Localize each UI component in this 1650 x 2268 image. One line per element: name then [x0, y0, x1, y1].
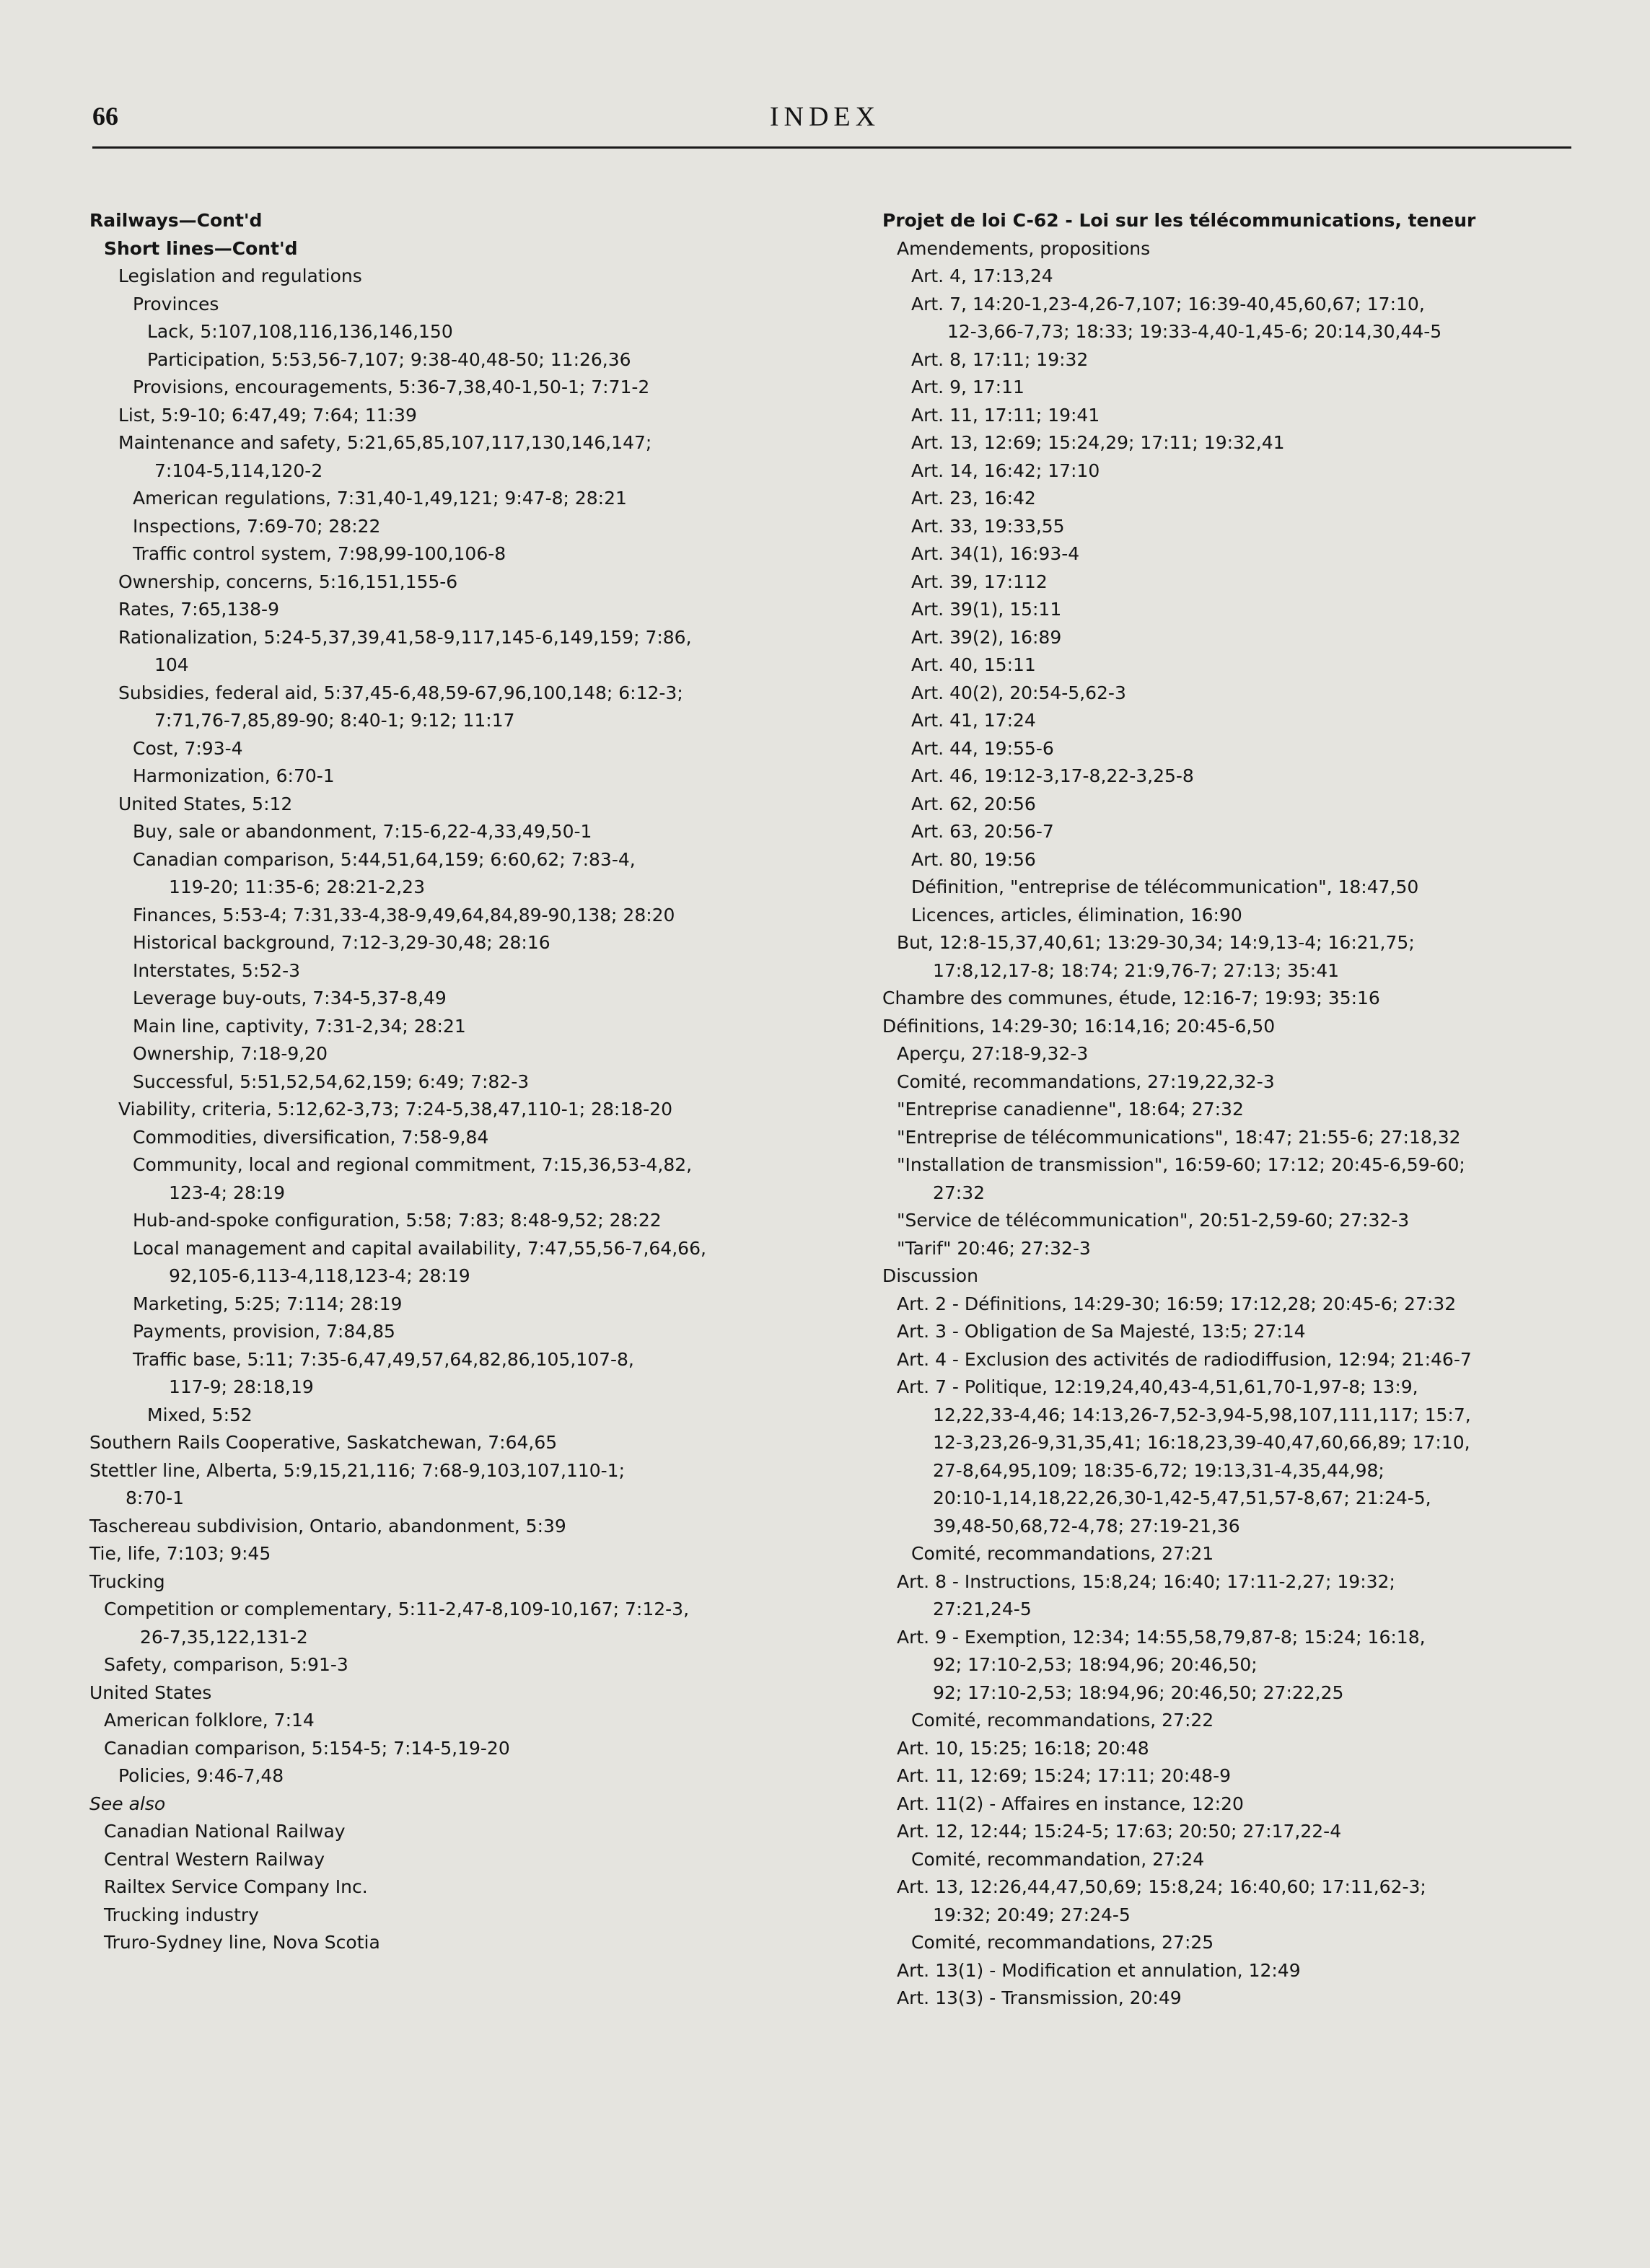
index-entry: But, 12:8-15,37,40,61; 13:29-30,34; 14:9,13-4; 16:21,75; 17:8,12,17-8; 18:74; 21:9,76-7; 27:13; 35:41	[897, 932, 1415, 981]
index-entry: Payments, provision, 7:84,85	[133, 1321, 395, 1342]
index-entry: Southern Rails Cooperative, Saskatchewan, 7:64,65	[89, 1432, 558, 1453]
index-entry: Art. 12, 12:44; 15:24-5; 17:63; 20:50; 27:17,22-4	[897, 1821, 1342, 1842]
index-entry: Définitions, 14:29-30; 16:14,16; 20:45-6,50	[882, 1015, 1276, 1037]
index-entry: Définition, "entreprise de télécommunication", 18:47,50	[911, 876, 1419, 897]
index-entry: Policies, 9:46-7,48	[118, 1765, 284, 1786]
index-entry: Harmonization, 6:70-1	[133, 765, 335, 786]
index-entry: American folklore, 7:14	[104, 1710, 315, 1731]
index-entry: Comité, recommandations, 27:21	[911, 1543, 1214, 1564]
index-entry: Competition or complementary, 5:11-2,47-8,109-10,167; 7:12-3, 26-7,35,122,131-2	[104, 1599, 690, 1648]
index-entry: Art. 2 - Définitions, 14:29-30; 16:59; 17:12,28; 20:45-6; 27:32	[897, 1293, 1457, 1314]
index-entry: Marketing, 5:25; 7:114; 28:19	[133, 1293, 403, 1314]
index-entry: Lack, 5:107,108,116,136,146,150	[147, 321, 453, 342]
index-entry: Comité, recommandation, 27:24	[911, 1848, 1205, 1870]
index-entry: Art. 7, 14:20-1,23-4,26-7,107; 16:39-40,45,60,67; 17:10, 12-3,66-7,73; 18:33; 19:33-4,40-1,45-6; 20:14,30,44-5	[911, 293, 1442, 342]
index-entry: Central Western Railway	[104, 1848, 325, 1870]
index-entry: Commodities, diversification, 7:58-9,84	[133, 1126, 489, 1148]
index-entry: Hub-and-spoke configuration, 5:58; 7:83; 8:48-9,52; 28:22	[133, 1210, 662, 1231]
index-entry: Art. 11(2) - Affaires en instance, 12:20	[897, 1793, 1244, 1814]
index-entry: Art. 46, 19:12-3,17-8,22-3,25-8	[911, 765, 1194, 786]
index-entry: Art. 10, 15:25; 16:18; 20:48	[897, 1737, 1149, 1759]
index-entry: Historical background, 7:12-3,29-30,48; 28:16	[133, 932, 550, 953]
index-entry: Projet de loi C-62 - Loi sur les télécommunications, teneur	[882, 210, 1476, 231]
index-entry: Trucking	[89, 1570, 165, 1592]
index-entry: Canadian comparison, 5:154-5; 7:14-5,19-20	[104, 1737, 510, 1759]
index-entry: See also	[89, 1793, 166, 1814]
index-entry: Art. 13(3) - Transmission, 20:49	[897, 1987, 1182, 2008]
index-entry: Art. 40(2), 20:54-5,62-3	[911, 682, 1126, 703]
index-entry: Buy, sale or abandonment, 7:15-6,22-4,33,49,50-1	[133, 821, 592, 842]
index-entry: American regulations, 7:31,40-1,49,121; 9:47-8; 28:21	[133, 488, 627, 509]
index-entry: Art. 34(1), 16:93-4	[911, 543, 1080, 564]
index-entry: Taschereau subdivision, Ontario, abandonment, 5:39	[89, 1515, 566, 1537]
index-entry: Art. 39(1), 15:11	[911, 599, 1062, 620]
index-entry: Railways—Cont'd	[89, 210, 263, 231]
index-entry: Art. 23, 16:42	[911, 488, 1036, 509]
index-entry: "Entreprise de télécommunications", 18:47; 21:55-6; 27:18,32	[897, 1126, 1461, 1148]
index-column-left	[89, 207, 825, 1957]
index-entry: Art. 11, 12:69; 15:24; 17:11; 20:48-9	[897, 1765, 1232, 1786]
index-entry: Community, local and regional commitment, 7:15,36,53-4,82, 123-4; 28:19	[133, 1154, 693, 1203]
index-entry: Main line, captivity, 7:31-2,34; 28:21	[133, 1015, 466, 1037]
index-entry: Interstates, 5:52-3	[133, 959, 300, 981]
index-entry: Stettler line, Alberta, 5:9,15,21,116; 7:68-9,103,107,110-1; 8:70-1	[89, 1459, 626, 1508]
index-entry: Art. 8, 17:11; 19:32	[911, 348, 1089, 370]
index-entry: Art. 3 - Obligation de Sa Majesté, 13:5; 27:14	[897, 1321, 1306, 1342]
index-entry: United States, 5:12	[118, 793, 293, 814]
index-entry: Rates, 7:65,138-9	[118, 599, 279, 620]
index-entry: Short lines—Cont'd	[104, 237, 298, 259]
index-entry: Art. 63, 20:56-7	[911, 821, 1054, 842]
index-entry: Art. 4, 17:13,24	[911, 265, 1053, 286]
index-entry: "Installation de transmission", 16:59-60; 17:12; 20:45-6,59-60; 27:32	[897, 1154, 1465, 1203]
index-entry: Traffic base, 5:11; 7:35-6,47,49,57,64,82,86,105,107-8, 117-9; 28:18,19	[133, 1348, 634, 1397]
index-entry: Ownership, concerns, 5:16,151,155-6	[118, 571, 458, 592]
index-entry: Cost, 7:93-4	[133, 737, 243, 759]
index-entry: Safety, comparison, 5:91-3	[104, 1654, 348, 1675]
index-entry: Trucking industry	[104, 1904, 259, 1925]
index-entry: Comité, recommandations, 27:25	[911, 1932, 1214, 1953]
index-entry: Chambre des communes, étude, 12:16-7; 19:93; 35:16	[882, 988, 1380, 1008]
index-entry: Art. 8 - Instructions, 15:8,24; 16:40; 17:11-2,27; 19:32; 27:21,24-5	[897, 1570, 1395, 1619]
index-entry: "Service de télécommunication", 20:51-2,59-60; 27:32-3	[897, 1210, 1410, 1231]
index-entry: Art. 13, 12:26,44,47,50,69; 15:8,24; 16:40,60; 17:11,62-3; 19:32; 20:49; 27:24-5	[897, 1876, 1426, 1925]
index-entry: Traffic control system, 7:98,99-100,106-8	[133, 543, 506, 564]
index-entry: Inspections, 7:69-70; 28:22	[133, 515, 381, 537]
index-entry: Maintenance and safety, 5:21,65,85,107,117,130,146,147; 7:104-5,114,120-2	[118, 432, 652, 481]
index-entry: Art. 14, 16:42; 17:10	[911, 460, 1100, 481]
index-entry: Art. 9, 17:11	[911, 377, 1024, 397]
index-entry: Successful, 5:51,52,54,62,159; 6:49; 7:82-3	[133, 1071, 530, 1092]
header-rule	[92, 146, 1571, 149]
index-entry: Canadian comparison, 5:44,51,64,159; 6:60,62; 7:83-4, 119-20; 11:35-6; 28:21-2,23	[133, 848, 636, 897]
page-number: 66	[92, 102, 118, 131]
index-entry: Railtex Service Company Inc.	[104, 1876, 368, 1897]
index-entry: Aperçu, 27:18-9,32-3	[897, 1043, 1089, 1064]
index-entry: Truro-Sydney line, Nova Scotia	[104, 1932, 380, 1953]
index-entry: Art. 9 - Exemption, 12:34; 14:55,58,79,87-8; 15:24; 16:18, 92; 17:10-2,53; 18:94,96; 20:46,50; 92; 17:10-2,53; 18:94,96; 20:46,50; 27:22,25	[897, 1626, 1426, 1703]
index-column-right	[882, 207, 1604, 2013]
index-entry: Art. 33, 19:33,55	[911, 515, 1065, 537]
index-entry: Art. 44, 19:55-6	[911, 737, 1054, 759]
index-entry: Viability, criteria, 5:12,62-3,73; 7:24-5,38,47,110-1; 28:18-20	[118, 1099, 672, 1120]
running-head: INDEX	[769, 102, 881, 132]
index-entry: Art. 13(1) - Modification et annulation, 12:49	[897, 1959, 1301, 1981]
index-entry: Finances, 5:53-4; 7:31,33-4,38-9,49,64,84,89-90,138; 28:20	[133, 904, 675, 926]
index-entry: Provisions, encouragements, 5:36-7,38,40-1,50-1; 7:71-2	[133, 377, 650, 397]
index-entry: Mixed, 5:52	[147, 1404, 253, 1425]
index-entry: Art. 40, 15:11	[911, 654, 1036, 675]
index-entry: Art. 7 - Politique, 12:19,24,40,43-4,51,61,70-1,97-8; 13:9, 12,22,33-4,46; 14:13,26-7,52-3,94-5,98,107,111,117; 15:7, 12-3,23,26-9,31,35,41; 16:18,23,39-40,47,60,66,89; 17:10, 27-8,64,95,109; 18:35-6,72; 19:13,31-4,35,44,98; 20:10-1,14,18,22,26,30-1,42-5,47,51,57-8,67; 21:24-5, 39,48-50,68,72-4,78; 27:19-21,36	[897, 1376, 1471, 1537]
index-entry: Amendements, propositions	[897, 237, 1151, 259]
index-entry: "Entreprise canadienne", 18:64; 27:32	[897, 1099, 1244, 1120]
index-entry: Tie, life, 7:103; 9:45	[89, 1543, 271, 1564]
index-entry: List, 5:9-10; 6:47,49; 7:64; 11:39	[118, 404, 417, 426]
index-entry: Provinces	[133, 293, 219, 315]
index-entry: Art. 39, 17:112	[911, 571, 1048, 592]
index-entry: Discussion	[882, 1265, 978, 1286]
index-entry: Rationalization, 5:24-5,37,39,41,58-9,117,145-6,149,159; 7:86, 104	[118, 626, 692, 675]
index-entry: Art. 39(2), 16:89	[911, 626, 1062, 648]
index-entry: Art. 4 - Exclusion des activités de radiodiffusion, 12:94; 21:46-7	[897, 1348, 1472, 1370]
index-entry: Art. 11, 17:11; 19:41	[911, 404, 1100, 426]
index-entry: Comité, recommandations, 27:19,22,32-3	[897, 1071, 1275, 1092]
index-entry: Licences, articles, élimination, 16:90	[911, 904, 1242, 926]
index-entry: Local management and capital availability, 7:47,55,56-7,64,66, 92,105-6,113-4,118,123-4; 28:19	[133, 1237, 706, 1286]
index-entry: Art. 62, 20:56	[911, 793, 1036, 814]
index-entry: Leverage buy-outs, 7:34-5,37-8,49	[133, 988, 447, 1008]
index-entry: Subsidies, federal aid, 5:37,45-6,48,59-67,96,100,148; 6:12-3; 7:71,76-7,85,89-90; 8:40-1; 9:12; 11:17	[118, 682, 683, 731]
index-entry: United States	[89, 1682, 212, 1703]
index-entry: "Tarif" 20:46; 27:32-3	[897, 1237, 1091, 1259]
index-entry: Art. 80, 19:56	[911, 848, 1036, 870]
index-entry: Comité, recommandations, 27:22	[911, 1710, 1214, 1731]
index-entry: Art. 41, 17:24	[911, 710, 1036, 731]
index-entry: Art. 13, 12:69; 15:24,29; 17:11; 19:32,41	[911, 432, 1285, 453]
index-entry: Ownership, 7:18-9,20	[133, 1043, 328, 1064]
index-entry: Participation, 5:53,56-7,107; 9:38-40,48-50; 11:26,36	[147, 348, 631, 370]
index-entry: Canadian National Railway	[104, 1821, 346, 1842]
index-entry: Legislation and regulations	[118, 265, 362, 286]
